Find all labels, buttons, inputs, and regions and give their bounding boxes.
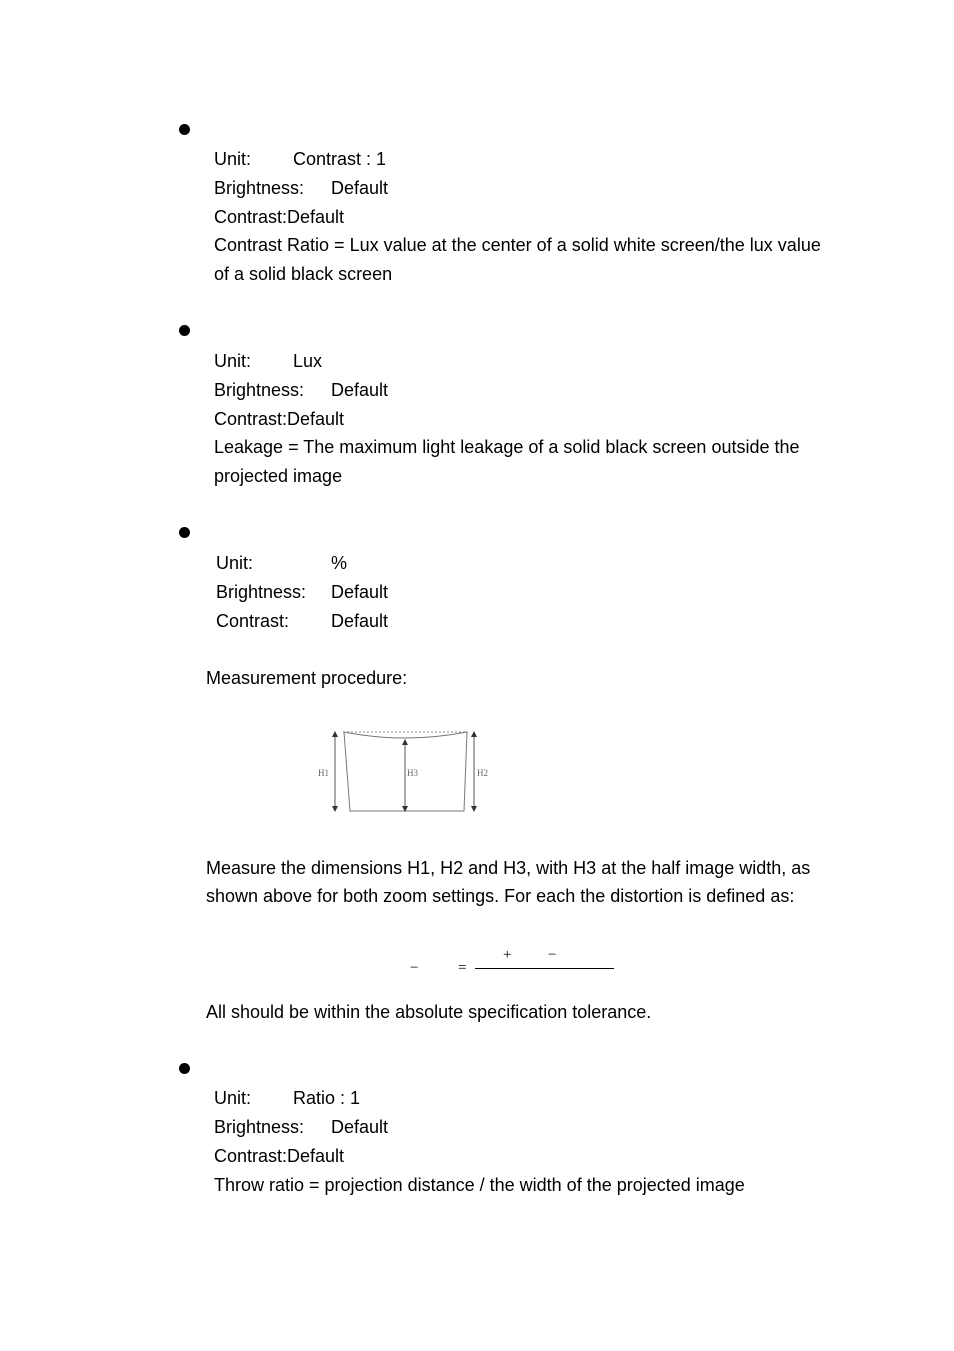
- tolerance-line: All should be within the absolute specification tolerance.: [206, 1002, 652, 1022]
- formula-minus-left: −: [410, 960, 419, 976]
- h2-label: H2: [477, 768, 488, 778]
- h2-arrow-head-top: [471, 731, 477, 737]
- formula-fraction-line: [475, 968, 614, 969]
- s4-contrast: Contrast:Default: [214, 1146, 345, 1166]
- bullet-3: [179, 527, 190, 538]
- h2-arrow-head-bottom: [471, 806, 477, 812]
- s1-brightness-value: Default: [331, 178, 389, 198]
- s1-unit-label: Unit:: [214, 149, 252, 169]
- h1-label: H1: [318, 768, 329, 778]
- formula-plus: +: [503, 947, 512, 963]
- s1-desc-line2: of a solid black screen: [214, 264, 393, 284]
- s2-contrast: Contrast:Default: [214, 409, 345, 429]
- s3-unit-label: Unit:: [216, 553, 254, 573]
- distortion-diagram: [310, 722, 510, 822]
- formula-minus-right: −: [548, 947, 557, 963]
- s4-unit-label: Unit:: [214, 1088, 252, 1108]
- measurement-procedure-title: Measurement procedure:: [206, 668, 408, 688]
- s2-desc-line1: Leakage = The maximum light leakage of a solid black screen outside the: [214, 437, 800, 457]
- s2-brightness-value: Default: [331, 380, 389, 400]
- s3-brightness-label: Brightness:: [216, 582, 307, 602]
- bullet-2: [179, 325, 190, 336]
- h1-arrow-head-bottom: [332, 806, 338, 812]
- s3-unit-value: %: [331, 553, 348, 573]
- s4-desc-line1: Throw ratio = projection distance / the width of the projected image: [214, 1175, 745, 1195]
- measure-line2: shown above for both zoom settings. For each the distortion is defined as:: [206, 886, 795, 906]
- s1-desc-line1: Contrast Ratio = Lux value at the center of a solid white screen/the lux value: [214, 235, 821, 255]
- s3-brightness-value: Default: [331, 582, 389, 602]
- s2-brightness-label: Brightness:: [214, 380, 305, 400]
- s2-desc-line2: projected image: [214, 466, 343, 486]
- bullet-4: [179, 1063, 190, 1074]
- h3-arrow-head-top: [402, 739, 408, 745]
- s4-brightness-label: Brightness:: [214, 1117, 305, 1137]
- s4-unit-value: Ratio : 1: [293, 1088, 361, 1108]
- s2-unit-label: Unit:: [214, 351, 252, 371]
- s4-brightness-value: Default: [331, 1117, 389, 1137]
- s1-contrast: Contrast:Default: [214, 207, 345, 227]
- h1-arrow-head-top: [332, 731, 338, 737]
- bullet-1: [179, 124, 190, 135]
- formula-equals: =: [458, 960, 467, 976]
- s2-unit-value: Lux: [293, 351, 323, 371]
- measure-line1: Measure the dimensions H1, H2 and H3, with H3 at the half image width, as: [206, 858, 811, 878]
- s3-contrast-value: Default: [331, 611, 389, 631]
- h3-label: H3: [407, 768, 418, 778]
- s1-brightness-label: Brightness:: [214, 178, 305, 198]
- s3-contrast-label: Contrast:: [216, 611, 290, 631]
- s1-unit-value: Contrast : 1: [293, 149, 387, 169]
